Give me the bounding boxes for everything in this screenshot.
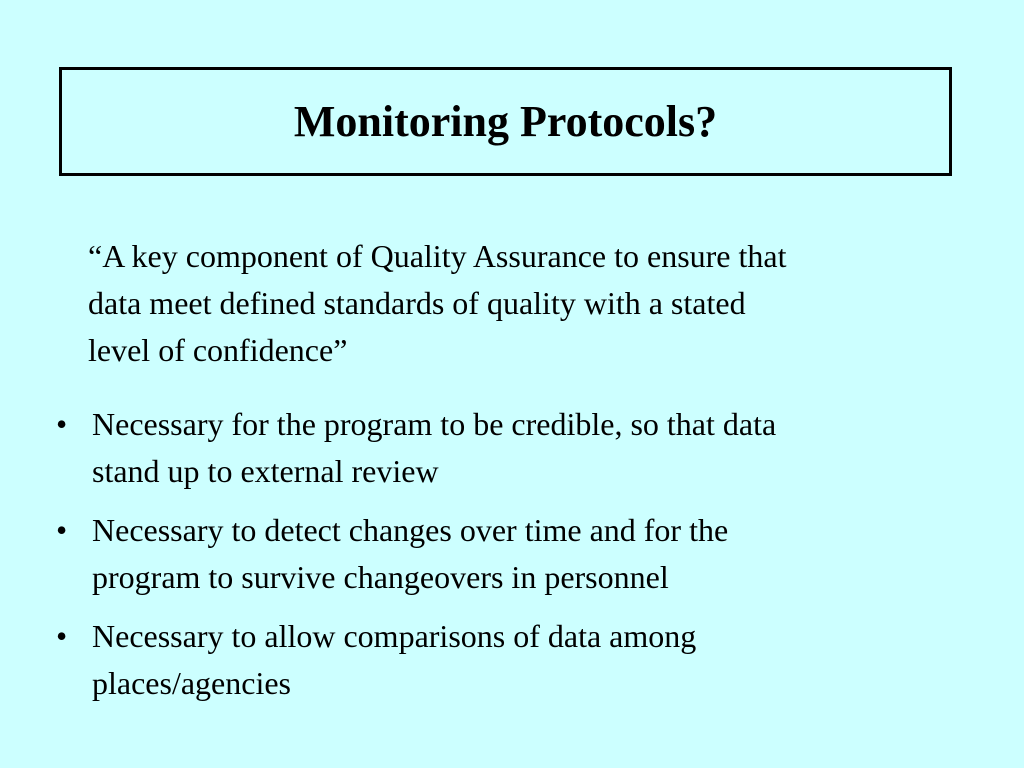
bullet-text: Necessary to detect changes over time and for the program to survive changeovers in personnel [92,512,729,595]
bullet-icon: • [56,406,68,442]
slide-title: Monitoring Protocols? [293,96,718,146]
bullet-text: Necessary for the program to be credible, so that data stand up to external review [92,406,777,489]
title-box [59,67,952,176]
definition-quote: “A key component of Quality Assurance to ensure that data meet defined standards of quality with a stated level of confidence” [88,238,787,368]
bullet-item-credible [56,401,986,495]
bullet-text: Necessary to allow comparisons of data among places/agencies [92,618,697,701]
bullet-icon: • [56,512,68,548]
bullet-icon: • [56,618,68,654]
bullet-item-comparisons [56,613,986,707]
bullet-list [56,401,986,719]
bullet-item-detect-changes [56,507,986,601]
